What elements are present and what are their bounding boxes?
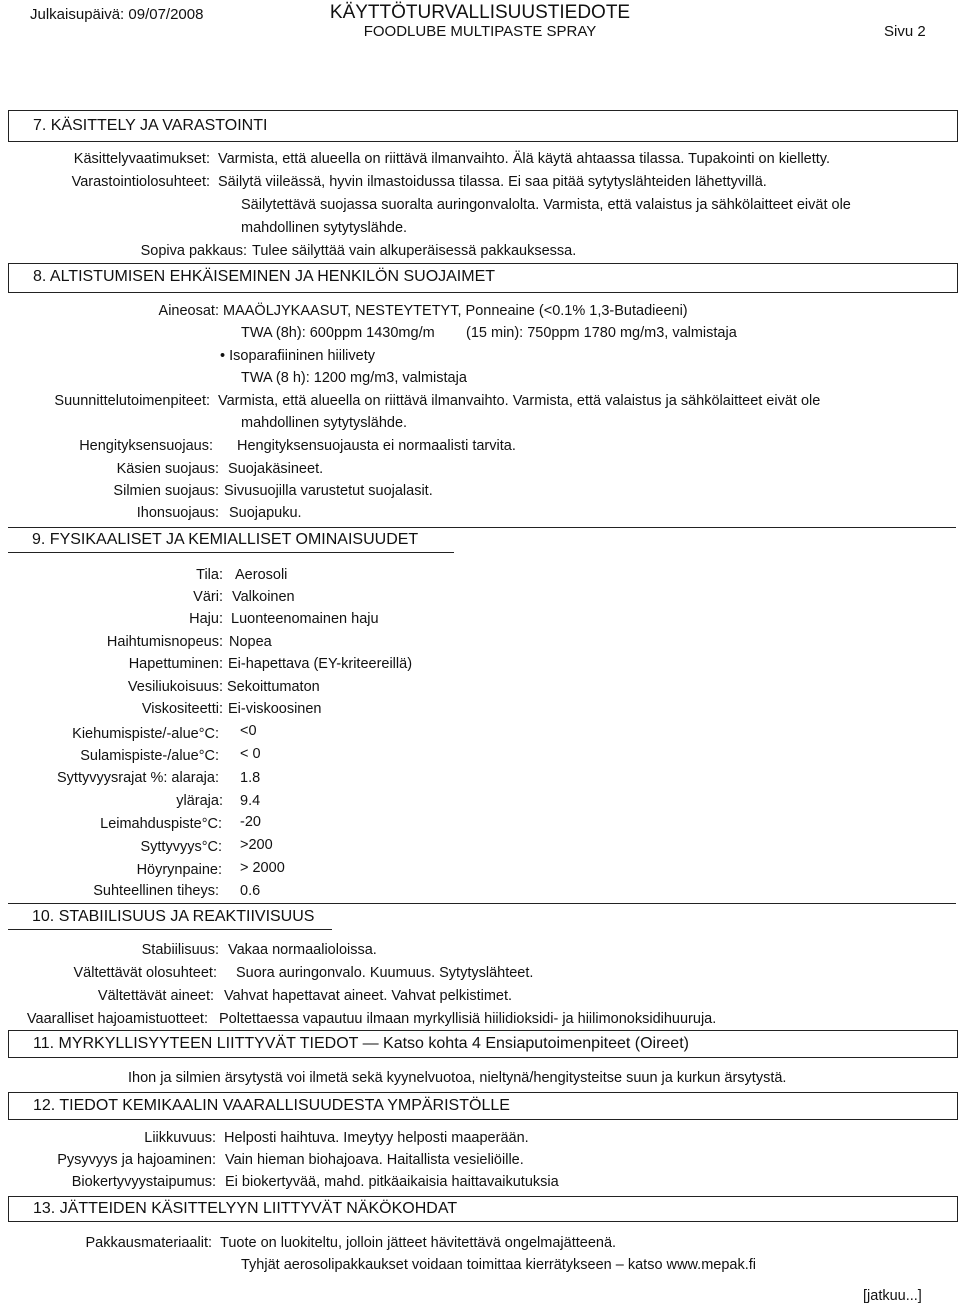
- mobility-value: Helposti haihtuva. Imeytyy helposti maaperään.: [224, 1130, 529, 1146]
- section-11-header: [8, 1030, 958, 1058]
- section-8-header: [8, 263, 958, 293]
- eye-value: Sivusuojilla varustetut suojalasit.: [224, 483, 433, 499]
- waste-packaging-value-1: Tuote on luokiteltu, jolloin jätteet hävitettävä ongelmajätteenä.: [220, 1235, 617, 1251]
- issue-date: Julkaisupäivä: 09/07/2008: [30, 6, 204, 23]
- respiratory-label: Hengityksensuojaus:: [79, 438, 213, 454]
- materials-label: Vältettävät aineet:: [97, 988, 214, 1004]
- document-title: KÄYTTÖTURVALLISUUSTIEDOTE: [329, 2, 631, 23]
- numeric-label: yläraja:: [176, 793, 223, 809]
- skin-value: Suojapuku.: [229, 505, 302, 521]
- prop-label: Haju:: [189, 611, 223, 627]
- prop-value: Ei-hapettava (EY-kriteereillä): [228, 656, 413, 672]
- section-9-top-rule: [8, 527, 956, 528]
- section-8-title: 8. ALTISTUMISEN EHKÄISEMINEN JA HENKILÖN SUOJAIMET: [33, 268, 496, 285]
- section-9-bottom-rule: [8, 552, 454, 553]
- twa-1b: (15 min): 750ppm 1780 mg/m3, valmistaja: [466, 325, 737, 341]
- waste-packaging-label: Pakkausmateriaalit:: [85, 1235, 212, 1251]
- storage-value-3: mahdollinen sytytyslähde.: [241, 220, 408, 236]
- hand-label: Käsien suojaus:: [116, 461, 219, 477]
- numeric-value: >200: [240, 837, 273, 853]
- numeric-label: Leimahduspiste°C:: [100, 816, 222, 832]
- section-12-header: [8, 1092, 958, 1120]
- packaging-label: Sopiva pakkaus:: [140, 243, 247, 259]
- conditions-value: Suora auringonvalo. Kuumuus. Sytytyslähteet.: [236, 965, 534, 981]
- numeric-value: 0.6: [240, 883, 261, 899]
- engineering-value-1: Varmista, että alueella on riittävä ilmanvaihto. Varmista, että valaistus ja sähkölaitteet eivät ole: [218, 393, 821, 409]
- engineering-value-2: mahdollinen sytytyslähde.: [241, 415, 408, 431]
- mobility-label: Liikkuvuus:: [144, 1130, 216, 1146]
- toxicology-text: Ihon ja silmien ärsytystä voi ilmetä sekä kyynelvuotoa, nieltynä/hengitysteitse suun ja kurkun ärsytystä.: [128, 1070, 787, 1086]
- section-13-title: 13. JÄTTEIDEN KÄSITTELYYN LIITTYVÄT NÄKÖKOHDAT: [33, 1200, 458, 1217]
- prop-value: Sekoittumaton: [227, 679, 320, 695]
- prop-value: Luonteenomainen haju: [231, 611, 379, 627]
- section-11-title: 11. MYRKYLLISYYTEEN LIITTYVÄT TIEDOT — Katso kohta 4 Ensiaputoimenpiteet (Oireet): [33, 1035, 689, 1052]
- numeric-value: -20: [240, 814, 261, 830]
- stability-label: Stabiilisuus:: [141, 942, 219, 958]
- storage-label: Varastointiolosuhteet:: [71, 174, 210, 190]
- engineering-label: Suunnittelutoimenpiteet:: [54, 393, 210, 409]
- prop-value: Ei-viskoosinen: [228, 701, 322, 717]
- waste-packaging-value-2: Tyhjät aerosolipakkaukset voidaan toimittaa kierrätykseen – katso www.mepak.fi: [241, 1257, 756, 1273]
- stability-value: Vakaa normaalioloissa.: [228, 942, 377, 958]
- numeric-value: 9.4: [240, 793, 261, 809]
- persistence-value: Vain hieman biohajoava. Haitallista vesieliöille.: [225, 1152, 524, 1168]
- ingredient-bullet: • Isoparafiininen hiilivety: [220, 348, 375, 364]
- ingredients-label: Aineosat:: [158, 303, 219, 319]
- page-number: Sivu 2: [884, 23, 926, 40]
- numeric-label: Suhteellinen tiheys:: [93, 883, 219, 899]
- bioaccumulation-value: Ei biokertyvää, mahd. pitkäaikaisia haittavaikutuksia: [225, 1174, 559, 1190]
- prop-label: Haihtumisnopeus:: [106, 634, 223, 650]
- section-13-header: [8, 1196, 958, 1222]
- storage-value-1: Säilytä viileässä, hyvin ilmastoidussa tilassa. Ei saa pitää sytytyslähteiden lähettyvillä.: [218, 174, 767, 190]
- numeric-value: <0: [240, 723, 257, 739]
- numeric-label: Syttyvyys°C:: [140, 839, 222, 855]
- twa-2: TWA (8 h): 1200 mg/m3, valmistaja: [241, 370, 467, 386]
- numeric-label: Kiehumispiste/-alue°C:: [72, 726, 219, 742]
- twa-1a: TWA (8h): 600ppm 1430mg/m: [241, 325, 435, 341]
- packaging-value: Tulee säilyttää vain alkuperäisessä pakkauksessa.: [252, 243, 577, 259]
- prop-label: Tila:: [196, 567, 223, 583]
- bioaccumulation-label: Biokertyvyystaipumus:: [71, 1174, 216, 1190]
- materials-value: Vahvat hapettavat aineet. Vahvat pelkistimet.: [224, 988, 513, 1004]
- continued-marker: [jatkuu...]: [863, 1288, 922, 1304]
- prop-label: Viskositeetti:: [141, 701, 223, 717]
- ingredients-value: MAAÖLJYKAASUT, NESTEYTETYT, Ponneaine (<0.1% 1,3-Butadieeni): [223, 303, 688, 319]
- section-7-title: 7. KÄSITTELY JA VARASTOINTI: [33, 117, 268, 134]
- prop-label: Hapettuminen:: [128, 656, 223, 672]
- prop-value: Nopea: [229, 634, 272, 650]
- prop-label: Väri:: [193, 589, 223, 605]
- numeric-value: 1.8: [240, 770, 261, 786]
- section-10-title: 10. STABIILISUUS JA REAKTIIVISUUS: [32, 908, 315, 925]
- numeric-value: > 2000: [240, 860, 285, 876]
- hand-value: Suojakäsineet.: [228, 461, 324, 477]
- prop-value: Aerosoli: [235, 567, 288, 583]
- prop-label: Vesiliukoisuus:: [127, 679, 223, 695]
- handling-label: Käsittelyvaatimukset:: [73, 151, 210, 167]
- conditions-label: Vältettävät olosuhteet:: [73, 965, 217, 981]
- prop-value: Valkoinen: [232, 589, 295, 605]
- numeric-label: Sulamispiste-/alue°C:: [80, 748, 219, 764]
- product-name: FOODLUBE MULTIPASTE SPRAY: [363, 23, 597, 40]
- section-7-header: [8, 110, 958, 142]
- section-12-title: 12. TIEDOT KEMIKAALIN VAARALLISUUDESTA YMPÄRISTÖLLE: [33, 1097, 510, 1114]
- skin-label: Ihonsuojaus:: [136, 505, 219, 521]
- persistence-label: Pysyvyys ja hajoaminen:: [57, 1152, 216, 1168]
- section-9-title: 9. FYSIKAALISET JA KEMIALLISET OMINAISUUDET: [32, 531, 419, 548]
- eye-label: Silmien suojaus:: [113, 483, 219, 499]
- respiratory-value: Hengityksensuojausta ei normaalisti tarvita.: [237, 438, 516, 454]
- storage-value-2: Säilytettävä suojassa suoralta auringonvalolta. Varmista, että valaistus ja sähkölaitteet eivät ole: [241, 197, 851, 213]
- decomposition-value: Poltettaessa vapautuu ilmaan myrkyllisiä hiilidioksidi- ja hiilimonoksidihuuruja.: [219, 1011, 717, 1027]
- numeric-label: Syttyvyysrajat %: alaraja:: [57, 770, 219, 786]
- section-10-bottom-rule: [8, 929, 332, 930]
- numeric-label: Höyrynpaine:: [136, 862, 222, 878]
- decomposition-label: Vaaralliset hajoamistuotteet:: [26, 1011, 208, 1027]
- numeric-value: < 0: [240, 746, 261, 762]
- section-10-top-rule: [8, 903, 956, 904]
- handling-value: Varmista, että alueella on riittävä ilmanvaihto. Älä käytä ahtaassa tilassa. Tupakointi on kielletty.: [218, 151, 831, 167]
